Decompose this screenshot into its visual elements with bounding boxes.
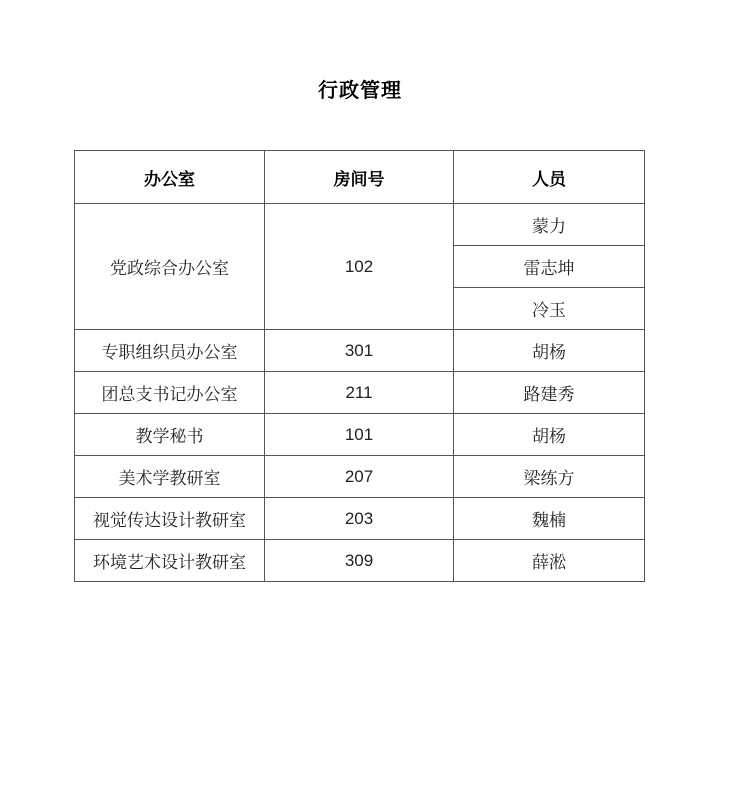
office-table — [74, 150, 645, 582]
room-cell: 211 — [265, 372, 454, 414]
room-cell: 309 — [265, 540, 454, 582]
person-cell: 梁练方 — [454, 456, 645, 498]
office-cell: 教学秘书 — [75, 414, 265, 456]
person-cell: 胡杨 — [454, 330, 645, 372]
person-cell: 胡杨 — [454, 414, 645, 456]
person-cell: 蒙力 — [454, 204, 645, 246]
header-room: 房间号 — [265, 151, 454, 204]
room-cell: 301 — [265, 330, 454, 372]
office-cell: 美术学教研室 — [75, 456, 265, 498]
page-title: 行政管理 — [318, 78, 402, 102]
table-row — [75, 540, 645, 582]
office-cell: 党政综合办公室 — [75, 204, 265, 330]
person-cell: 魏楠 — [454, 498, 645, 540]
room-cell: 101 — [265, 414, 454, 456]
table-row — [75, 456, 645, 498]
person-cell: 雷志坤 — [454, 246, 645, 288]
table-row — [75, 372, 645, 414]
table-row — [75, 330, 645, 372]
table-header-row — [75, 151, 645, 204]
person-cell: 冷玉 — [454, 288, 645, 330]
table-row — [75, 204, 645, 246]
room-cell: 102 — [265, 204, 454, 330]
person-cell: 薛淞 — [454, 540, 645, 582]
person-cell: 路建秀 — [454, 372, 645, 414]
table-row — [75, 498, 645, 540]
header-people: 人员 — [454, 151, 645, 204]
table-row — [75, 414, 645, 456]
office-cell: 专职组织员办公室 — [75, 330, 265, 372]
room-cell: 203 — [265, 498, 454, 540]
office-cell: 团总支书记办公室 — [75, 372, 265, 414]
room-cell: 207 — [265, 456, 454, 498]
office-cell: 视觉传达设计教研室 — [75, 498, 265, 540]
office-cell: 环境艺术设计教研室 — [75, 540, 265, 582]
header-office: 办公室 — [75, 151, 265, 204]
